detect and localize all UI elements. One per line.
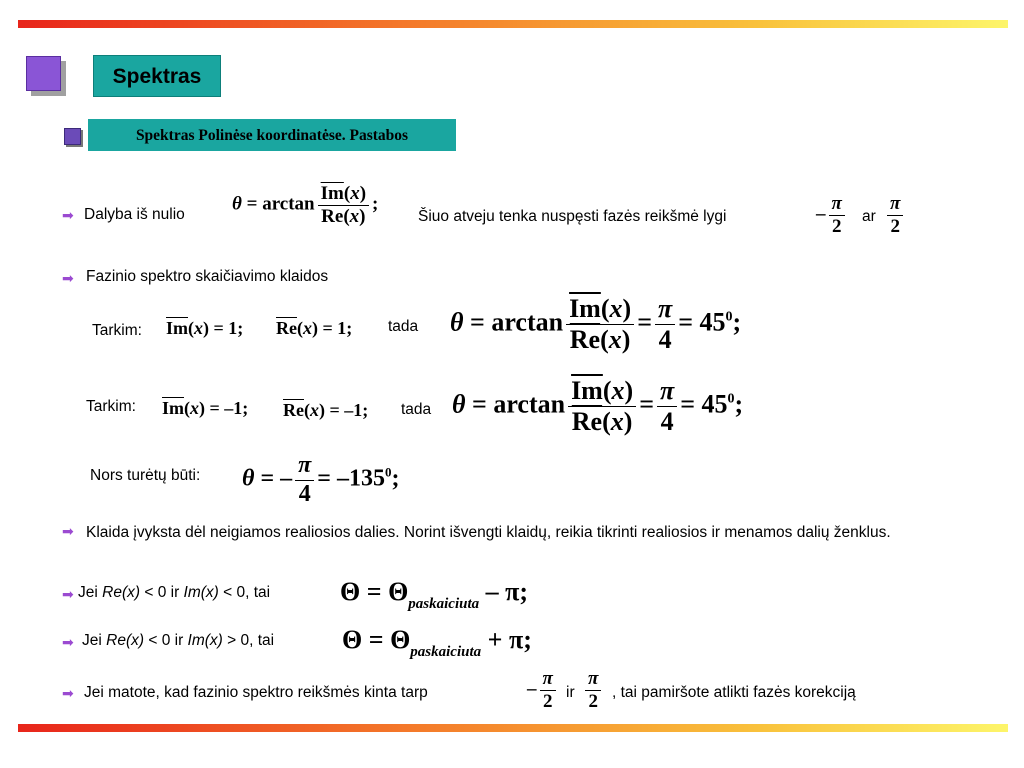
formula-theta-minus-pi: $\Theta = \Theta_{paskaiciuta} - \pi$; <box>340 577 529 612</box>
bullet-3-text: Klaida įvyksta dėl neigiamos realiosios dalies. Norint išvengti klaidų, reikia tikrinti realiosios ir menamos dalių ženklus. <box>86 524 891 541</box>
formula-range-pos: $\frac{\pi}{2}$ <box>582 668 604 713</box>
bottom-gradient-bar <box>18 724 1008 732</box>
bullet-6-ir: ir <box>566 684 575 701</box>
subtitle-text: Spektras Polinėse koordinatėse. Pastabos <box>135 127 409 144</box>
tarkim-label-2: Tarkim: <box>86 398 136 415</box>
nors-label: Nors turėtų būti: <box>90 467 201 484</box>
formula-theta-plus-pi: $\Theta = \Theta_{paskaiciuta} + \pi$; <box>342 625 532 660</box>
bullet-6-post: , tai pamiršote atlikti fazės korekciją <box>612 684 856 701</box>
top-gradient-bar <box>18 20 1008 28</box>
bullet-1-label: Dalyba iš nulio <box>84 206 185 223</box>
formula-re-pos: $\overline{Re}(x) = 1$; <box>276 318 353 338</box>
bullet-4-text: Jei Re(x) < 0 ir Im(x) < 0, tai <box>78 584 271 601</box>
arrow-right-icon: ➡ <box>62 634 74 650</box>
formula-minus-pi-half: – $\frac{\pi}{2}$ <box>816 193 848 238</box>
formula-arctan-2: θ = arctan $\frac{\overline{Im}(x)}{\overline{Re}(x)}$ = $\frac{\pi}{4}$ = $45^0$; <box>450 294 742 354</box>
formula-pi-half: $\frac{\pi}{2}$ <box>884 193 906 238</box>
formula-im-pos: $\overline{Im}(x) = 1$; <box>166 318 244 338</box>
subtitle-box <box>88 119 456 151</box>
formula-im-neg: $\overline{Im}(x) = -1$; <box>162 398 249 418</box>
bullet-2-label: Fazinio spektro skaičiavimo klaidos <box>86 268 329 285</box>
formula-arctan-1: θ = arctan $\frac{\overline{Im}(x)}{\overline{Re}(x)}$ ; <box>232 183 379 227</box>
arrow-right-icon: ➡ <box>62 270 74 286</box>
title-square-icon <box>26 56 61 91</box>
page-title: Spektras <box>112 65 202 88</box>
tada-label-2: tada <box>401 401 432 418</box>
formula-neg135: θ = – $\frac{\pi}{4}$ = $-135^0$; <box>242 452 400 507</box>
bullet-5-text: Jei Re(x) < 0 ir Im(x) > 0, tai <box>82 632 275 649</box>
bullet-1-ar: ar <box>862 208 876 225</box>
arrow-right-icon: ➡ <box>62 586 74 602</box>
arrow-right-icon: ➡ <box>62 207 74 223</box>
formula-range-neg: – $\frac{\pi}{2}$ <box>527 668 559 713</box>
bullet-6-text: Jei matote, kad fazinio spektro reikšmės kinta tarp <box>84 684 428 701</box>
tarkim-label-1: Tarkim: <box>92 322 142 339</box>
arrow-right-icon: ➡ <box>62 523 74 539</box>
subtitle-square-icon <box>64 128 81 145</box>
arrow-right-icon: ➡ <box>62 685 74 701</box>
bullet-1-text: Šiuo atveju tenka nuspęsti fazės reikšmė lygi <box>418 208 727 225</box>
formula-re-neg: $\overline{Re}(x) = -1$; <box>283 400 369 420</box>
title-box <box>93 55 221 97</box>
tada-label-1: tada <box>388 318 419 335</box>
formula-arctan-3: θ = arctan $\frac{\overline{Im}(x)}{\overline{Re}(x)}$ = $\frac{\pi}{4}$ = $45^0$; <box>452 376 744 436</box>
